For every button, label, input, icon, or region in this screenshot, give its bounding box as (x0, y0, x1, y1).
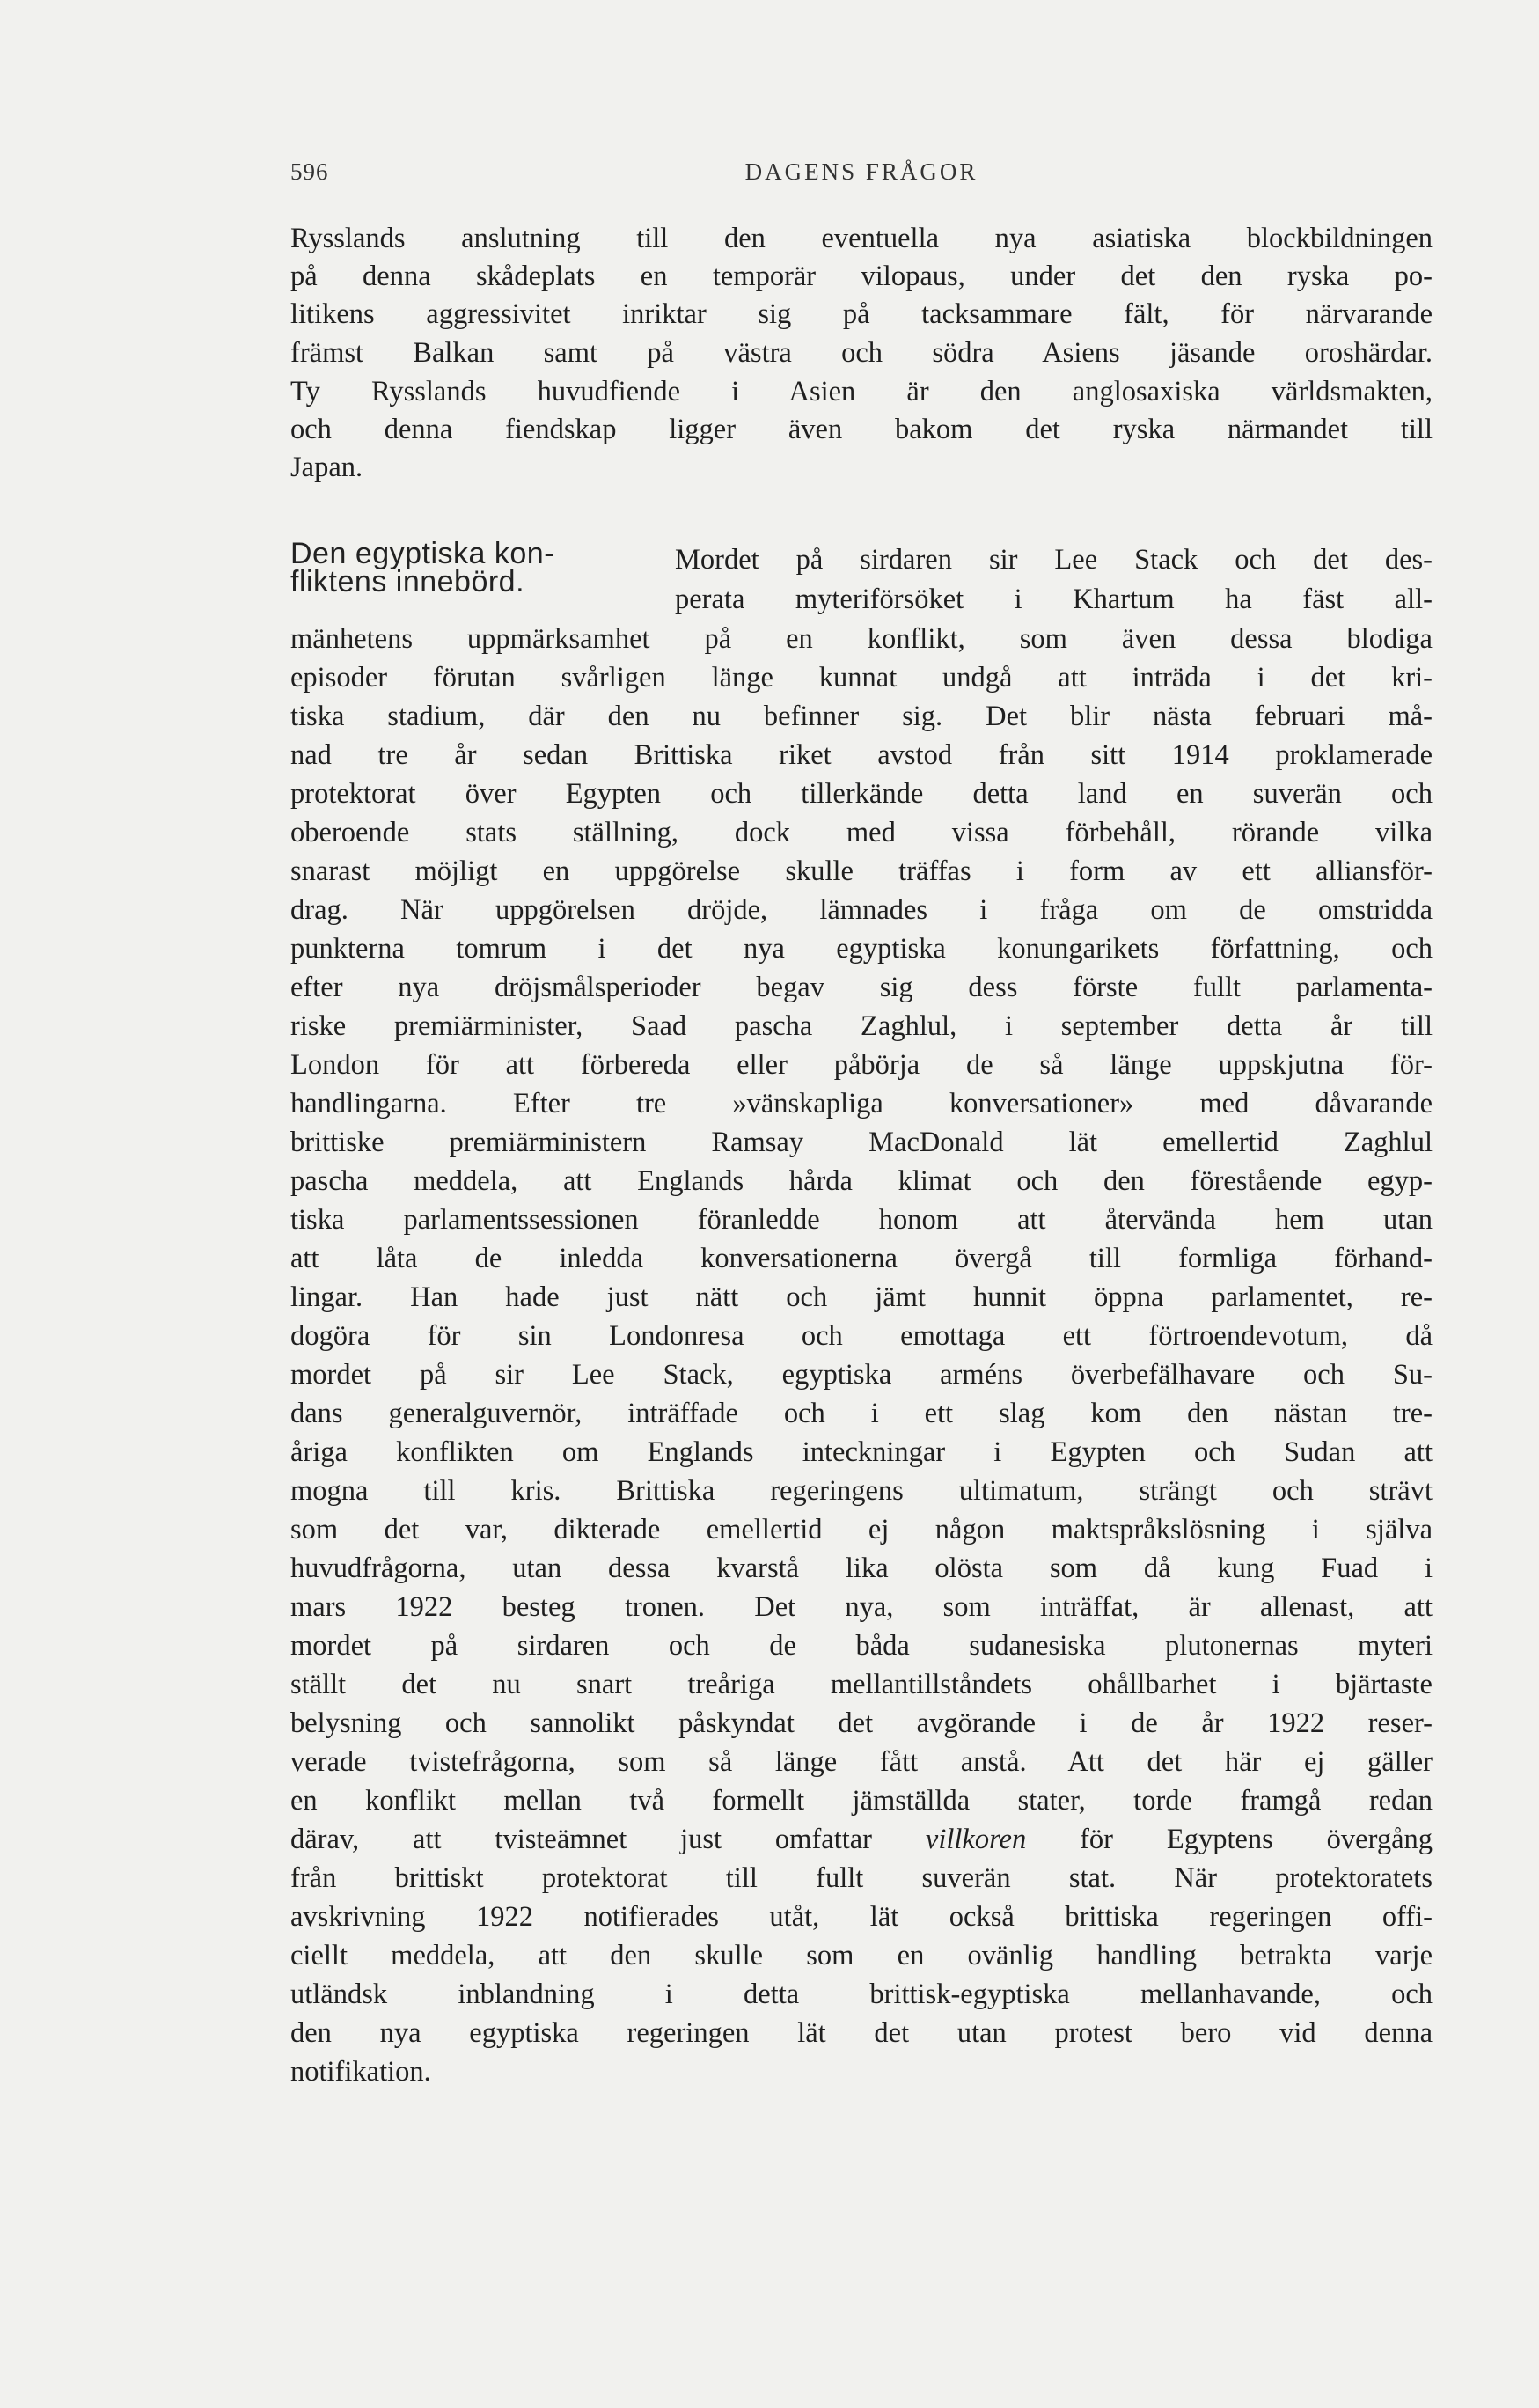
section-sidehead-line-1: Den egyptiska kon- (290, 537, 555, 570)
text-line: ställt det nu snart treåriga mellantillståndets ohållbarhet i bjärtaste (290, 1669, 1433, 1700)
text-line: Rysslands anslutning till den eventuella nya asiatiska blockbildningen (290, 223, 1433, 254)
text-line: litikens aggressivitet inriktar sig på tacksammare fält, för närvarande (290, 298, 1433, 330)
text-line: den nya egyptiska regeringen lät det utan protest bero vid denna (290, 2017, 1433, 2049)
text-line: dans generalguvernör, inträffade och i ett slag kom den nästan tre- (290, 1398, 1433, 1429)
text-line: mordet på sirdaren och de båda sudanesiska plutonernas myteri (290, 1630, 1433, 1662)
text-line: London för att förbereda eller påbörja de så länge uppskjutna för- (290, 1049, 1433, 1081)
section-sidehead-line-2: fliktens innebörd. (290, 565, 525, 598)
text-line: Japan. (290, 452, 363, 483)
text-line: notifikation. (290, 2056, 431, 2088)
text-line: Mordet på sirdaren sir Lee Stack och det des- (675, 544, 1433, 576)
text-line: åriga konflikten om Englands inteckningar i Egypten och Sudan att (290, 1436, 1433, 1468)
running-title: DAGENS FRÅGOR (744, 158, 978, 185)
text-line: främst Balkan samt på västra och södra Asiens jäsande oroshärdar. (290, 337, 1433, 369)
text-line: huvudfrågorna, utan dessa kvarstå lika olösta som då kung Fuad i (290, 1553, 1433, 1584)
text-line: episoder förutan svårligen länge kunnat undgå att inträda i det kri- (290, 662, 1433, 694)
text-line: nad tre år sedan Brittiska riket avstod från sitt 1914 proklamerade (290, 739, 1433, 771)
text-line: ciellt meddela, att den skulle som en ovänlig handling betrakta varje (290, 1940, 1433, 1971)
text-line: perata myteriförsöket i Khartum ha fäst all- (675, 584, 1433, 615)
text-line: på denna skådeplats en temporär vilopaus, under det den ryska po- (290, 261, 1433, 292)
page-header (290, 158, 1433, 194)
text-line: mars 1922 besteg tronen. Det nya, som inträffat, är allenast, att (290, 1591, 1433, 1623)
text-line: därav, att tvisteämnet just omfattar villkoren för Egyptens övergång (290, 1824, 1433, 1855)
text-line: tiska parlamentssessionen föranledde honom att återvända hem utan (290, 1204, 1433, 1236)
text-line: mogna till kris. Brittiska regeringens ultimatum, strängt och strävt (290, 1475, 1433, 1507)
text-line: en konflikt mellan två formellt jämställda stater, torde framgå redan (290, 1785, 1433, 1817)
text-line: tiska stadium, där den nu befinner sig. Det blir nästa februari må- (290, 701, 1433, 732)
text-line: från brittiskt protektorat till fullt suverän stat. När protektoratets (290, 1862, 1433, 1894)
text-line: belysning och sannolikt påskyndat det avgörande i de år 1922 reser- (290, 1707, 1433, 1739)
page-number: 596 (290, 158, 329, 185)
text-line: lingar. Han hade just nätt och jämt hunnit öppna parlamentet, re- (290, 1281, 1433, 1313)
text-line: mänhetens uppmärksamhet på en konflikt, som även dessa blodiga (290, 623, 1433, 655)
text-line: och denna fiendskap ligger även bakom det ryska närmandet till (290, 414, 1433, 445)
text-line: riske premiärminister, Saad pascha Zaghlul, i september detta år till (290, 1010, 1433, 1042)
text-line: snarast möjligt en uppgörelse skulle träffas i form av ett alliansför- (290, 855, 1433, 887)
text-line: avskrivning 1922 notifierades utåt, lät också brittiska regeringen offi- (290, 1901, 1433, 1933)
text-line: protektorat över Egypten och tillerkände detta land en suverän och (290, 778, 1433, 810)
text-line: utländsk inblandning i detta brittisk-egyptiska mellanhavande, och (290, 1979, 1433, 2010)
text-line: mordet på sir Lee Stack, egyptiska arméns överbefälhavare och Su- (290, 1359, 1433, 1391)
text-line: efter nya dröjsmålsperioder begav sig dess förste fullt parlamenta- (290, 972, 1433, 1003)
text-line: att låta de inledda konversationerna övergå till formliga förhand- (290, 1243, 1433, 1274)
text-line: dogöra för sin Londonresa och emottaga ett förtroendevotum, då (290, 1320, 1433, 1352)
text-line: oberoende stats ställning, dock med vissa förbehåll, rörande vilka (290, 817, 1433, 848)
text-line: handlingarna. Efter tre »vänskapliga konversationer» med dåvarande (290, 1088, 1433, 1120)
text-line: Ty Rysslands huvudfiende i Asien är den anglosaxiska världsmakten, (290, 376, 1433, 407)
text-line: pascha meddela, att Englands hårda klimat och den förestående egyp- (290, 1165, 1433, 1197)
text-line: brittiske premiärministern Ramsay MacDonald lät emellertid Zaghlul (290, 1127, 1433, 1158)
text-line: verade tvistefrågorna, som så länge fått anstå. Att det här ej gäller (290, 1746, 1433, 1778)
text-line: drag. När uppgörelsen dröjde, lämnades i fråga om de omstridda (290, 894, 1433, 926)
text-line: punkterna tomrum i det nya egyptiska konungarikets författning, och (290, 933, 1433, 965)
text-line: som det var, dikterade emellertid ej någon maktspråkslösning i själva (290, 1514, 1433, 1545)
